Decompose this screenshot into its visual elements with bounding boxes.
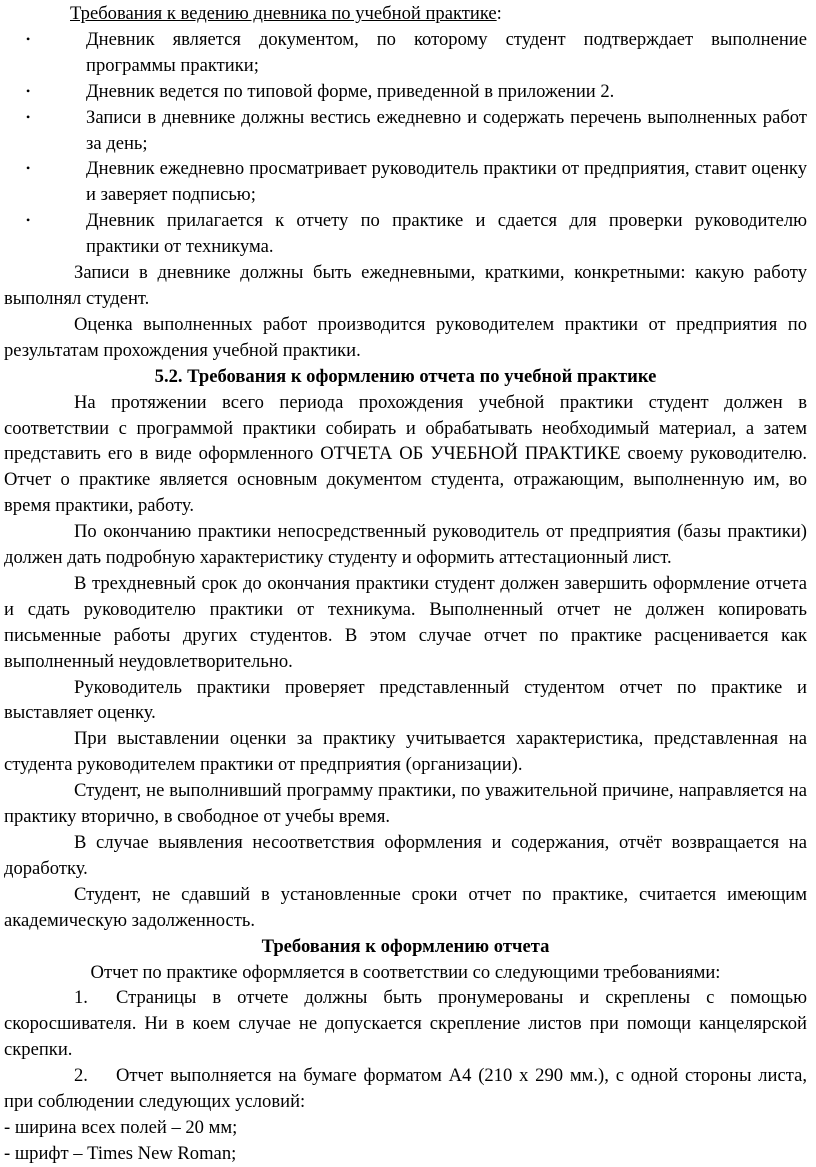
list-item: • Дневник ведется по типовой форме, приведенной в приложении 2. [4, 79, 807, 105]
paragraph: Студент, не выполнивший программу практики, по уважительной причине, направляется на практику вторично, в свободное от учебы время. [4, 780, 807, 828]
diary-requirements-intro [4, 0, 807, 27]
paragraph: В трехдневный срок до окончания практики студент должен завершить оформление отчета и сдать руководителю практики от техникума. Выполненный отчет не должен копировать письменные работы других студентов. В этом случае отчет по практике расценивается как выполненный неудовлетворительно. [4, 572, 807, 672]
paragraph: Студент, не сдавший в установленные сроки отчет по практике, считается имеющим академическую задолженность. [4, 883, 807, 931]
numbered-item: 1. Страницы в отчете должны быть пронумерованы и скреплены с помощью скоросшивателя. Ни в коем случае не допускается скрепление листов при помощи канцелярской скрепки. [4, 987, 807, 1061]
bullet-icon: • [26, 109, 31, 124]
intro-colon: : [496, 3, 502, 24]
item-number: 2. [74, 1065, 88, 1087]
bullet-icon: • [26, 31, 31, 46]
bullet-icon: • [26, 161, 31, 176]
paragraph: Оценка выполненных работ производится руководителем практики от предприятия по результатам прохождения учебной практики. [4, 313, 807, 361]
paragraph: По окончанию практики непосредственный руководитель от предприятия (базы практики) должен дать подробную характеристику студенту и оформить аттестационный лист. [4, 521, 807, 569]
diary-requirements-list [4, 27, 807, 260]
list-item: • Дневник является документом, по которому студент подтверждает выполнение программы практики; [26, 28, 807, 76]
bullet-icon: • [26, 213, 31, 228]
diary-requirements-title: Требования к ведению дневника по учебной практике [70, 3, 497, 24]
paragraph: В случае выявления несоответствия оформления и содержания, отчёт возвращается на доработку. [4, 832, 807, 879]
list-item: • Записи в дневнике должны вестись ежедневно и содержать перечень выполненных работ за день; [26, 106, 807, 154]
paragraph: Записи в дневнике должны быть ежедневными, краткими, конкретными: какую работу выполнял студент. [4, 262, 807, 309]
numbered-item: 2. Отчет выполняется на бумаге форматом А4 (210 х 290 мм.), с одной стороны листа, при соблюдении следующих условий: [4, 1065, 807, 1113]
list-item: • Дневник ежедневно просматривает руководитель практики от предприятия, ставит оценку и заверяет подписью; [26, 158, 807, 206]
report-requirements-intro: Отчет по практике оформляется в соответствии со следующими требованиями: [90, 961, 721, 983]
report-requirements-heading: Требования к оформлению отчета [261, 935, 550, 957]
list-item: • Дневник прилагается к отчету по практике и сдается для проверки руководителю практики от техникума. [26, 210, 807, 258]
dash-item: - ширина всех полей – 20 мм; [4, 1116, 238, 1138]
item-number: 1. [74, 987, 88, 1009]
bullet-icon: • [26, 83, 31, 98]
paragraph: На протяжении всего периода прохождения учебной практики студент должен в соответствии с программой практики собирать и обрабатывать необходимый материал, а затем представить его в виде оформленного ОТЧЕТА ОБ УЧЕБНОЙ ПРАКТИКЕ своему руководителю. Отчет о практике является основным документом студента, отражающим, выполненную им, во время практики, работу. [4, 391, 807, 517]
paragraph: Руководитель практики проверяет представленный студентом отчет по практике и выставляет оценку. [4, 676, 807, 724]
section-heading: 5.2. Требования к оформлению отчета по учебной практике [154, 365, 657, 387]
paragraph: При выставлении оценки за практику учитывается характеристика, представленная на студента руководителем практики от предприятия (организации). [4, 728, 807, 776]
dash-item: - шрифт – Times New Roman; [4, 1142, 237, 1164]
